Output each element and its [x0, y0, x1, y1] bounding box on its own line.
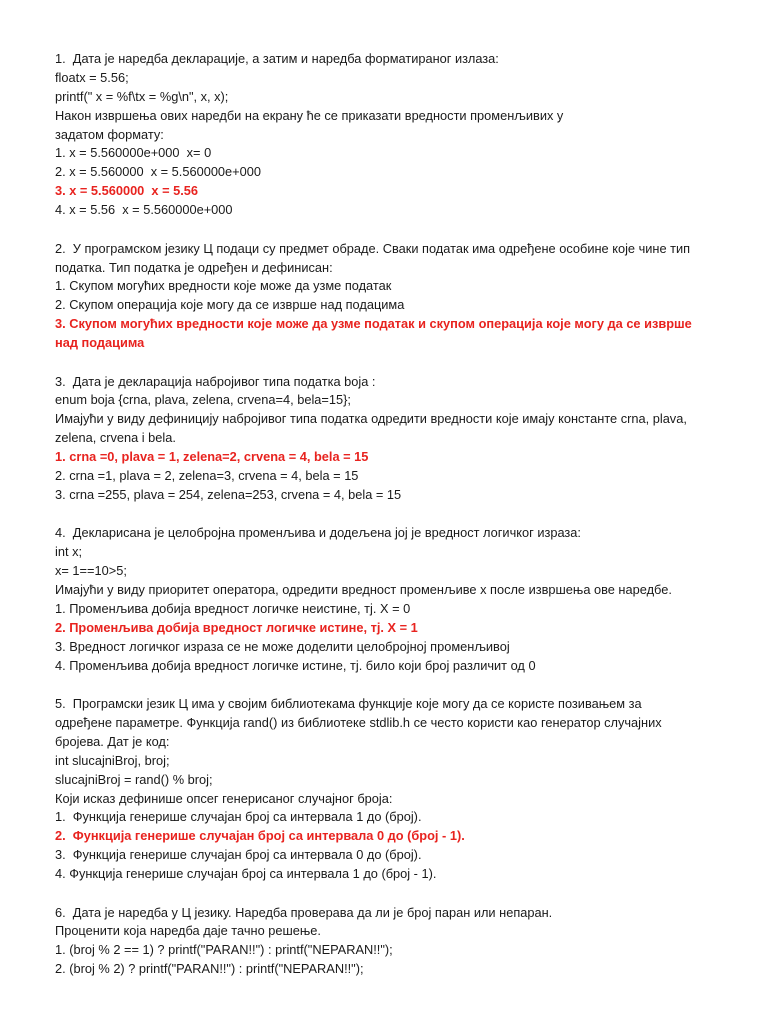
correct-answer-line: 3. Скупом могућих вредности које може да узме податак и скупом операција које могу да се изврше	[55, 316, 692, 332]
text-line: 3. Функција генерише случајан број са интервала 0 до (број).	[55, 847, 422, 863]
text-line: 4. Функција генерише случајан број са интервала 1 до (број - 1).	[55, 866, 437, 882]
correct-answer-line: 2. Функција генерише случајан број са интервала 0 до (број - 1).	[55, 828, 465, 844]
correct-answer-line: 1. crna =0, plava = 1, zelena=2, crvena = 4, bela = 15	[55, 449, 369, 465]
question-spacer	[55, 505, 755, 525]
text-line: 2. crna =1, plava = 2, zelena=3, crvena = 4, bela = 15	[55, 468, 359, 483]
text-line: 3. crna =255, plava = 254, zelena=253, crvena = 4, bela = 15	[55, 486, 402, 502]
question-2	[55, 240, 755, 353]
text-line: x= 1==10>5;	[55, 563, 127, 579]
text-line: Који исказ дефинише опсег генерисаног случајног броја:	[55, 790, 393, 806]
text-line: 4. x = 5.56 x = 5.560000e+000	[55, 202, 233, 218]
text-line: enum boja {crna, plava, zelena, crvena=4, bela=15};	[55, 392, 351, 408]
text-line: одређене параметре. Функција rand() из библиотеке stdlib.h се често користи као генератор случајних	[55, 714, 662, 730]
text-line: 2. Скупом операција које могу да се изврше над подацима	[55, 297, 405, 313]
text-line: Проценити која наредба даје тачно решење.	[55, 923, 321, 939]
text-line: бројева. Дат је код:	[55, 733, 170, 749]
text-line: Имајући у виду приоритет оператора, одредити вредност променљиве x после извршења ове наредбе.	[55, 582, 672, 598]
text-line: 3. Вредност логичког израза се не може доделити целобројној променљивој	[55, 638, 510, 654]
question-spacer	[55, 884, 755, 904]
text-line: 2. x = 5.560000 x = 5.560000e+000	[55, 164, 261, 180]
text-line: Након извршења ових наредби на екрану ће се приказати вредности променљивих у	[55, 107, 564, 123]
correct-answer-line: над подацима	[55, 335, 145, 351]
question-1	[55, 50, 755, 220]
document-page	[55, 50, 755, 979]
text-line: int slucajniBroj, broj;	[55, 752, 170, 768]
text-line: 2. (broj % 2) ? printf("PARAN!!") : printf("NEPARAN!!");	[55, 961, 364, 977]
question-5	[55, 695, 755, 884]
question-6	[55, 904, 755, 980]
text-line: Имајући у виду дефиницију набројивог типа податка одредити вредности које имају константе crna, plava,	[55, 411, 687, 427]
text-line: 1. (broj % 2 == 1) ? printf("PARAN!!") : printf("NEPARAN!!");	[55, 942, 393, 958]
question-4	[55, 524, 755, 675]
text-line: податка. Тип податка је одређен и дефинисан:	[55, 259, 333, 275]
text-line: 1. Скупом могућих вредности које може да узме податак	[55, 278, 392, 294]
text-line: задатом формату:	[55, 126, 164, 142]
text-line: 1. Функција генерише случајан број са интервала 1 до (број).	[55, 809, 422, 825]
question-spacer	[55, 353, 755, 373]
text-line: zelena, crvena i bela.	[55, 430, 176, 446]
correct-answer-line: 3. x = 5.560000 x = 5.56	[55, 183, 199, 199]
text-line: 1. Дата је наредба декларације, а затим и наредба форматираног излаза:	[55, 51, 499, 66]
text-line: 5. Програмски језик Ц има у својим библиотекама функције које могу да се користе позивањем за	[55, 696, 642, 712]
text-line: 2. У програмском језику Ц подаци су предмет обраде. Сваки податак има одређене особине које чине тип	[55, 240, 691, 256]
text-line: 4. Декларисана је целобројна променљива и додељена јој је вредност логичког израза:	[55, 525, 581, 541]
text-line: floatx = 5.56;	[55, 69, 129, 85]
correct-answer-line: 2. Променљива добија вредност логичке истине, тј. X = 1	[55, 619, 418, 635]
text-line: 3. Дата је декларација набројивог типа податка boja :	[55, 373, 376, 389]
text-line: int x;	[55, 544, 83, 560]
text-line: 1. x = 5.560000e+000 x= 0	[55, 145, 212, 161]
question-spacer	[55, 676, 755, 696]
text-line: printf(" x = %f\tx = %g\n", x, x);	[55, 88, 229, 104]
text-line: slucajniBroj = rand() % broj;	[55, 771, 213, 787]
question-spacer	[55, 220, 755, 240]
text-line: 4. Променљива добија вредност логичке истине, тј. било који број различит од 0	[55, 657, 536, 673]
text-line: 6. Дата је наредба у Ц језику. Наредба проверава да ли је број паран или непаран.	[55, 904, 553, 920]
question-3	[55, 373, 755, 505]
text-line: 1. Променљива добија вредност логичке неистине, тј. X = 0	[55, 600, 411, 616]
